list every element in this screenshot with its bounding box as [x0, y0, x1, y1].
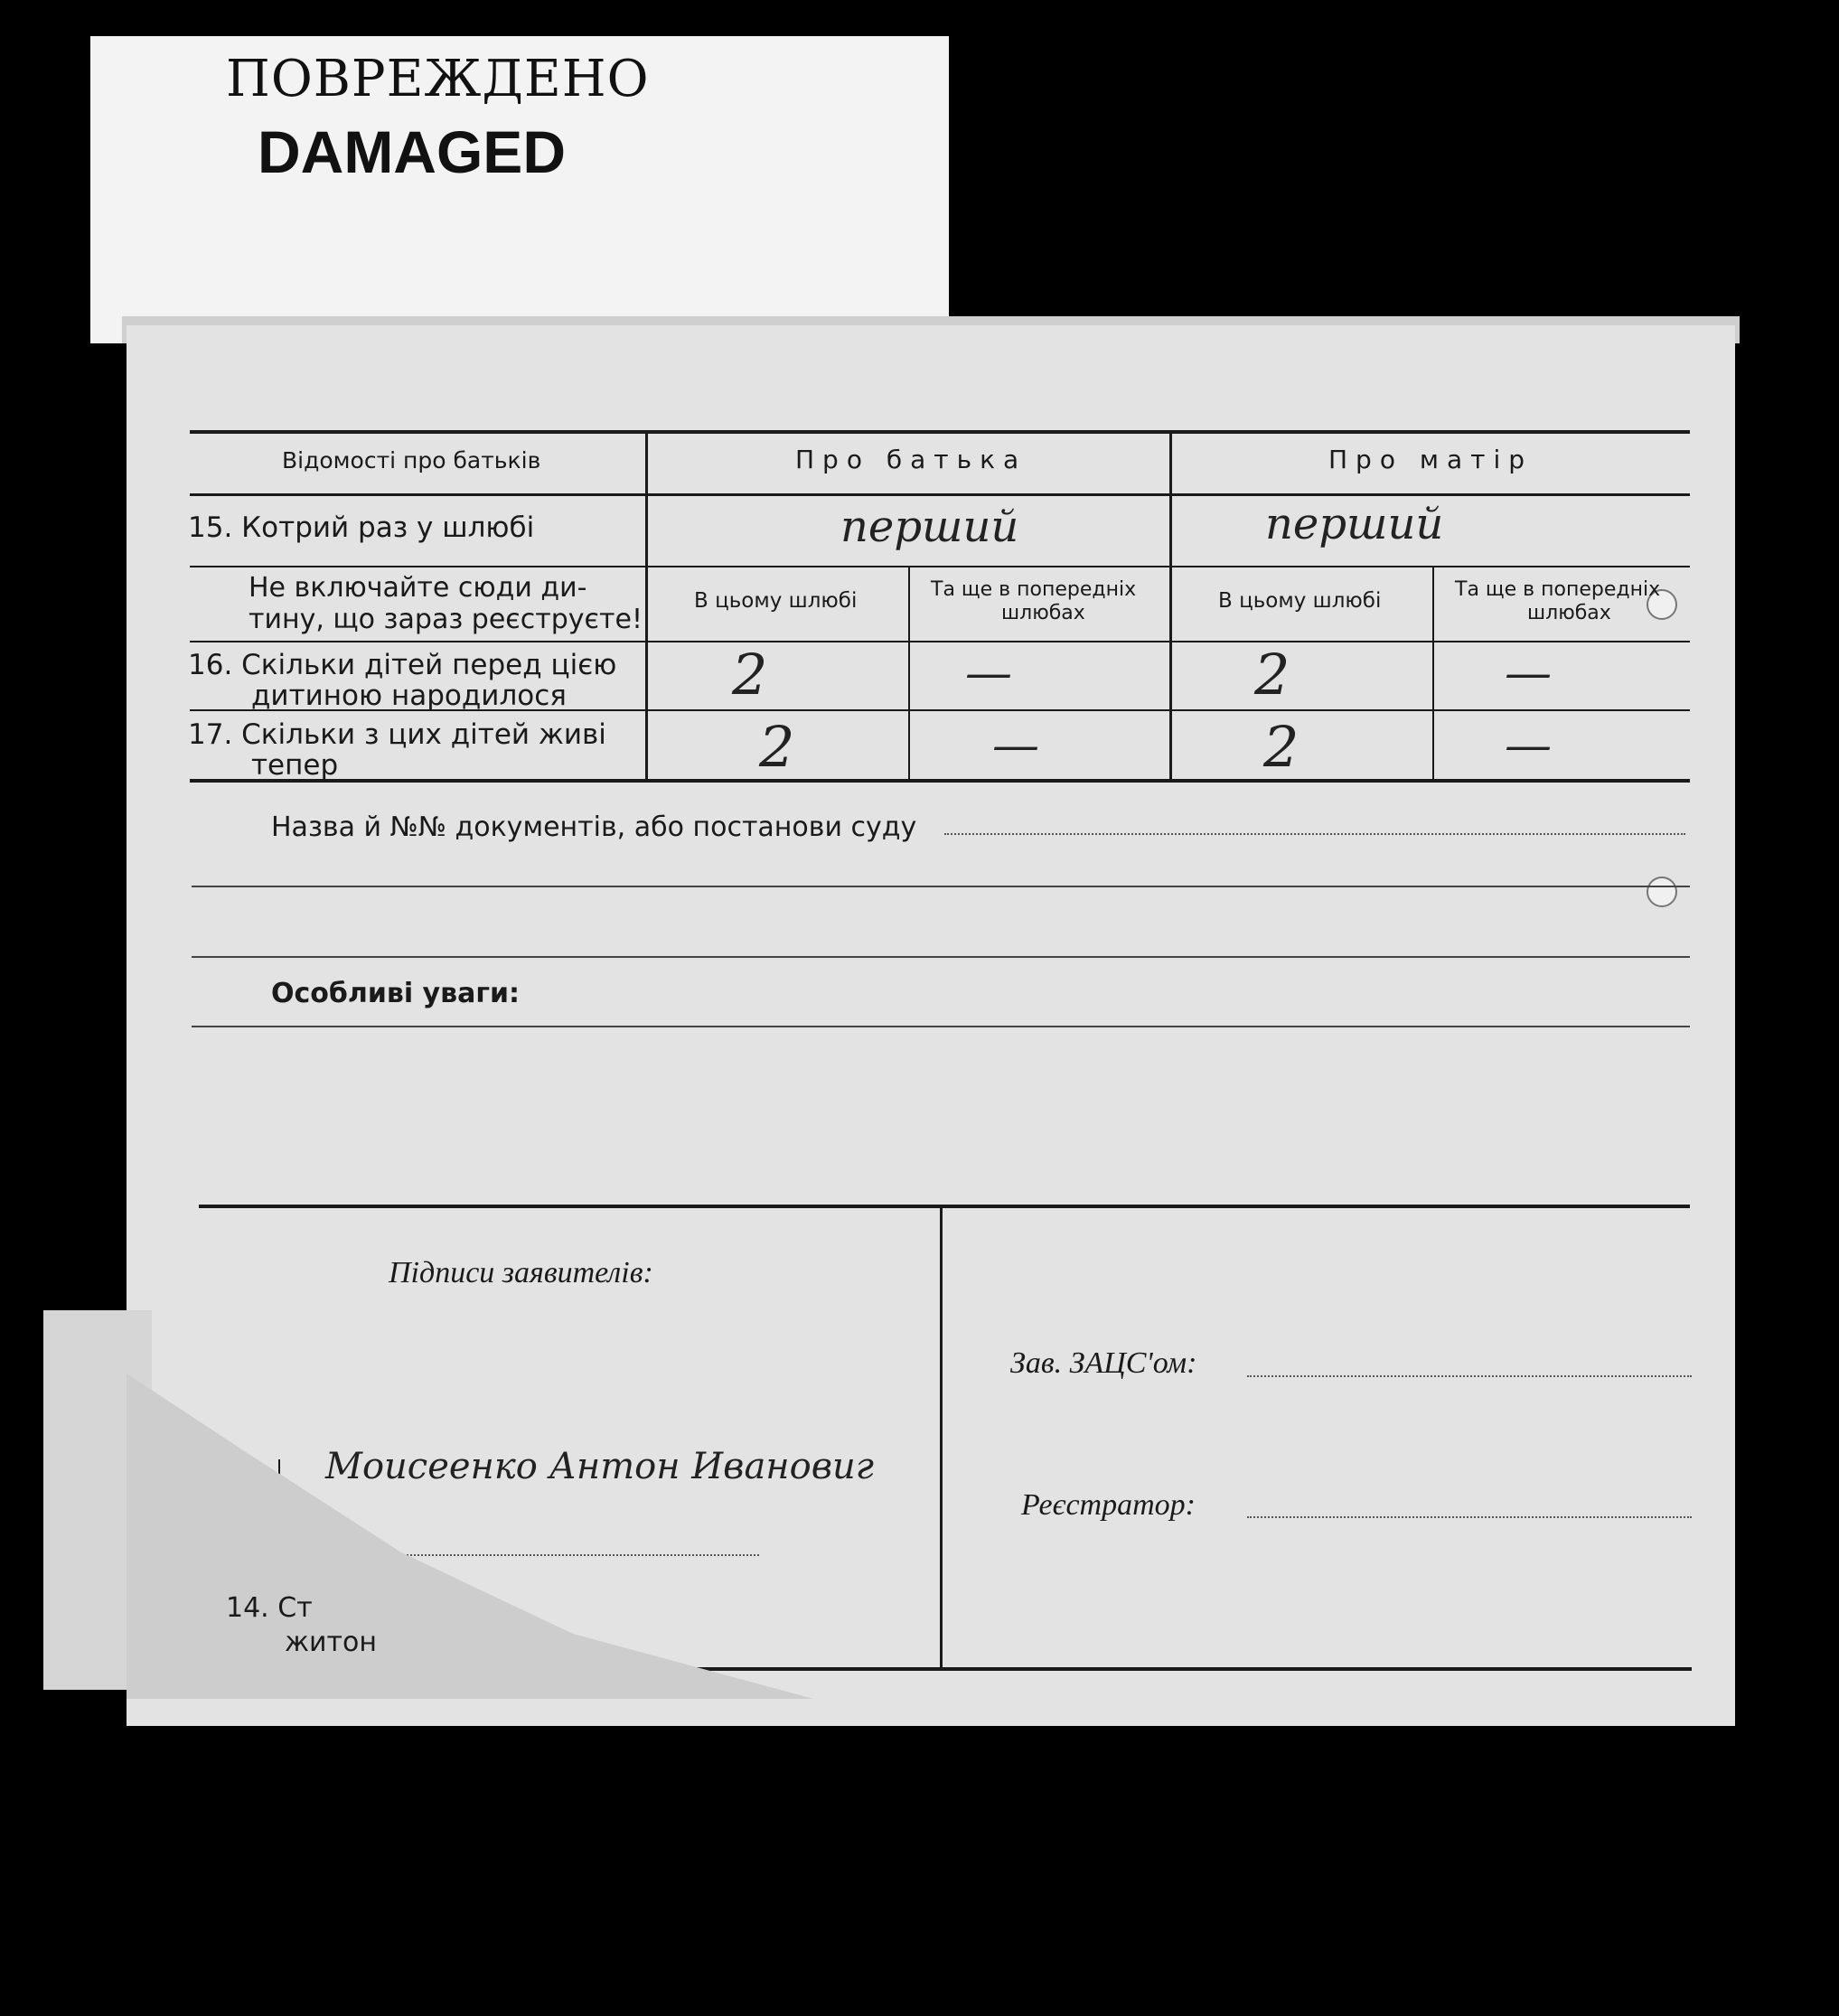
documents-label: Назва й №№ документів, або постанови суду: [271, 811, 917, 843]
row16-father-this: 2: [732, 642, 768, 708]
head-of-registry-label: Зав. ЗАЦС'ом:: [1010, 1346, 1197, 1380]
table-col-line: [908, 566, 910, 781]
documents-rule: [192, 886, 1690, 887]
row17-label-1: 17. Скільки з цих дітей живі: [188, 718, 606, 751]
mother-this-marriage: В цьому шлюбі: [1218, 589, 1382, 613]
remarks-label: Особливі уваги:: [271, 978, 521, 1009]
applicants-signatures-label: Підписи заявителів:: [389, 1256, 653, 1289]
head-of-registry-dotted-line: [1247, 1375, 1692, 1377]
mother-prev-marriages-1: Та ще в попередніх: [1455, 578, 1661, 601]
table-header-line: [190, 493, 1690, 496]
table-row-line: [190, 566, 1690, 567]
father-heading: Про батька: [795, 445, 1027, 474]
table-bottom-line: [190, 779, 1690, 783]
row15-label: 15. Котрий раз у шлюбі: [188, 511, 535, 544]
father-prev-marriages-1: Та ще в попередніх: [931, 578, 1137, 601]
table-col-line: [1432, 566, 1434, 781]
table-row-line: [190, 641, 1690, 642]
father-this-marriage: В цьому шлюбі: [694, 589, 858, 613]
punch-hole: [1647, 877, 1677, 907]
registrar-label: Реєстратор:: [1021, 1488, 1196, 1522]
remarks-rule: [192, 1026, 1690, 1027]
documents-dotted-line: [944, 833, 1685, 835]
label-line-english: DAMAGED: [258, 118, 566, 185]
row16-label-1: 16. Скільки дітей перед цією: [188, 649, 617, 681]
row16-mother-this: 2: [1254, 642, 1290, 708]
row16-mother-prev: —: [1505, 646, 1552, 700]
row15-father-value: перший: [840, 502, 1019, 552]
row16-label-2: дитиною народилося: [251, 680, 567, 712]
applicant-signature: Моисеенко Антон Ивановиг: [325, 1446, 874, 1487]
table-col-line: [645, 430, 648, 781]
row16-father-prev: —: [965, 646, 1012, 700]
table-top-line: [190, 430, 1690, 434]
registrar-dotted-line: [1247, 1516, 1692, 1518]
signature-block-top-line: [199, 1205, 1690, 1208]
documents-rule: [192, 956, 1690, 958]
father-prev-marriages-2: шлюбах: [1001, 602, 1085, 624]
mother-prev-marriages-2: шлюбах: [1527, 602, 1611, 624]
fragment-item-14: 14. Ст: [226, 1592, 313, 1624]
note-line1: Не включайте сюди ди-: [249, 572, 587, 604]
signature-block-divider: [940, 1206, 943, 1669]
row17-label-2: тепер: [251, 749, 339, 782]
mother-heading: Про матір: [1328, 445, 1534, 474]
row15-mother-value: перший: [1265, 499, 1444, 549]
row17-mother-prev: —: [1505, 718, 1552, 773]
row17-mother-this: 2: [1263, 714, 1299, 780]
fragment-word: житон: [285, 1627, 377, 1658]
col-heading: Відомості про батьків: [282, 447, 541, 474]
note-line2: тину, що зараз реєструєте!: [249, 604, 643, 635]
row17-father-this: 2: [759, 714, 795, 780]
row17-father-prev: —: [992, 718, 1039, 773]
label-line-ukrainian: ПОВРЕЖДЕНО: [226, 50, 650, 108]
table-col-line: [1169, 430, 1172, 781]
